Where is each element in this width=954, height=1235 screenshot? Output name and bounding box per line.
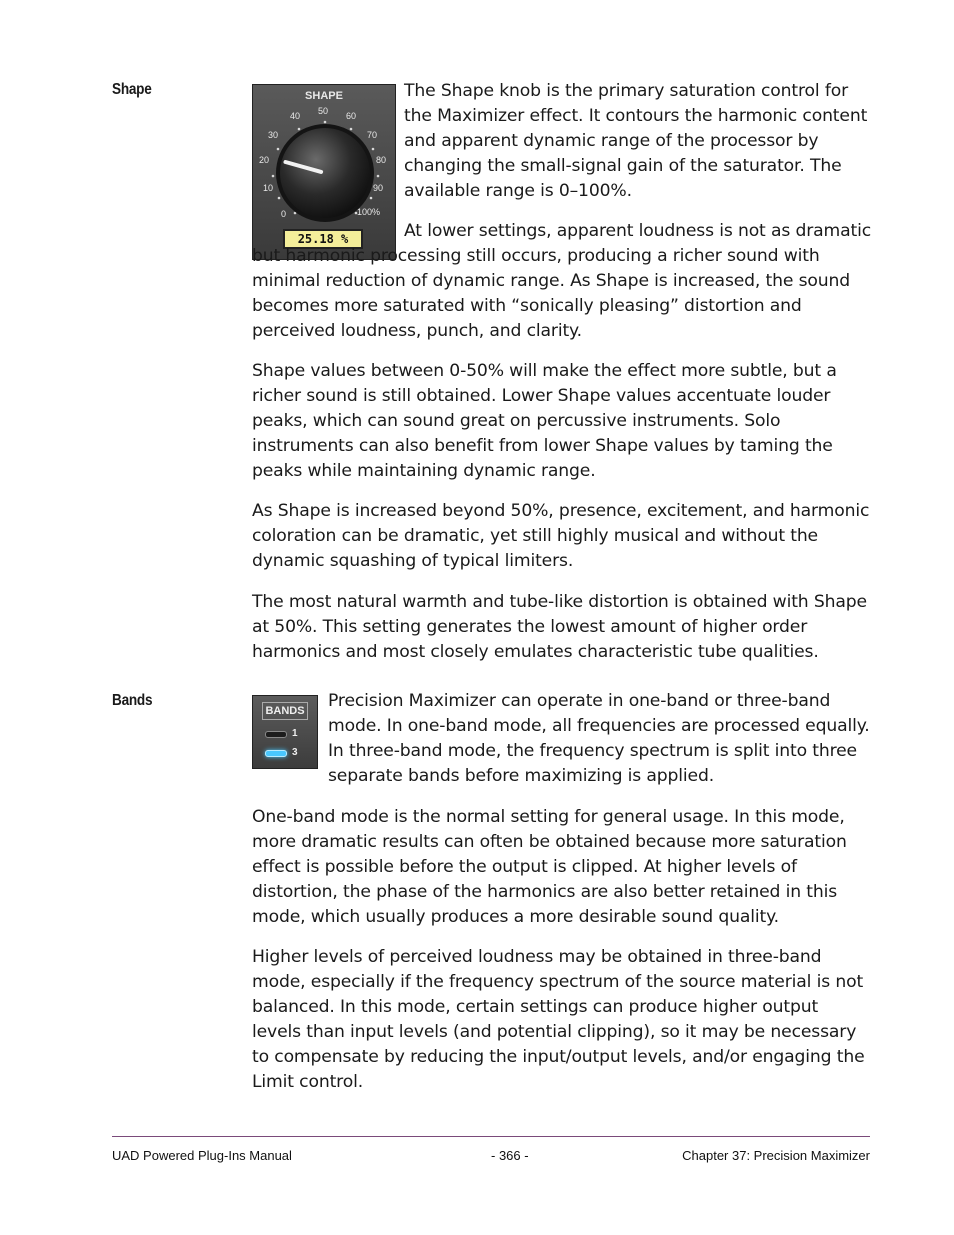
shape-knob-title: SHAPE bbox=[305, 90, 343, 102]
knob-scale-label: 90 bbox=[373, 183, 384, 193]
shape-paragraph-3: Shape values between 0-50% will make the effect more subtle, but a richer sound is still obtained. Lower Shape values accentuate louder peaks, which can sound great on percussive instruments. Solo instruments can also benefit from lower Shape values by taming the peaks while maintaining dynamic range. bbox=[252, 361, 837, 481]
band-1-label: 1 bbox=[292, 728, 298, 739]
footer-chapter: Chapter 37: Precision Maximizer bbox=[682, 1148, 870, 1163]
shape-paragraph bbox=[252, 590, 872, 665]
bands-paragraph-2: One-band mode is the normal setting for general usage. In this mode, more dramatic results can often be obtained because more saturation effect is possible before the output is clipped. At higher levels of distortion, the phase of the harmonics are also better retained in this mode, which usually produces a more desirable sound quality. bbox=[252, 807, 847, 927]
shape-paragraph bbox=[404, 79, 874, 204]
knob-scale-label: 100% bbox=[357, 207, 381, 217]
knob-scale-label: 60 bbox=[346, 111, 357, 121]
footer-manual-title: UAD Powered Plug-Ins Manual bbox=[112, 1148, 292, 1163]
knob-scale-label: 0 bbox=[281, 209, 287, 219]
knob-scale-label: 70 bbox=[367, 130, 378, 140]
band-3-label: 3 bbox=[292, 747, 298, 758]
section-heading-shape: Shape bbox=[112, 81, 152, 98]
knob-scale-label: 80 bbox=[376, 155, 387, 165]
shape-value-readout: 25.18 % bbox=[283, 229, 363, 249]
shape-paragraph-1: The Shape knob is the primary saturation control for the Maximizer effect. It contours the harmonic content and apparent dynamic range of the processor by changing the small-signal gain of the saturator. The available range is 0–100%. bbox=[404, 81, 868, 201]
footer-divider bbox=[112, 1136, 870, 1137]
bands-switch-figure bbox=[252, 695, 318, 769]
shape-paragraph bbox=[252, 359, 872, 484]
shape-paragraph-2: At lower settings, apparent loudness is not as dramatic but harmonic processing still occurs, producing a richer sound with minimal reduction of dynamic range. As Shape is increased, the sound becomes more saturated with “sonically pleasing” distortion and perceived loudness, punch, and clarity. bbox=[252, 221, 872, 341]
bands-paragraph bbox=[252, 805, 872, 930]
shape-paragraph bbox=[252, 499, 872, 574]
knob-scale-label: 50 bbox=[318, 106, 329, 116]
section-heading-bands: Bands bbox=[112, 692, 153, 709]
bands-paragraph bbox=[328, 689, 874, 789]
shape-paragraph-5: The most natural warmth and tube-like distortion is obtained with Shape at 50%. This setting generates the lowest amount of higher order harmonics and most closely emulates characteristic tube qualities. bbox=[252, 592, 867, 662]
bands-paragraph bbox=[252, 945, 872, 1095]
knob-scale-label: 20 bbox=[259, 155, 270, 165]
knob-scale-label: 40 bbox=[290, 111, 301, 121]
bands-paragraph-3: Higher levels of perceived loudness may be obtained in three-band mode, especially if the frequency spectrum of the source material is not balanced. In this mode, certain settings can produce higher output levels than input levels (and potential clipping), so it may be necessary to compensate by reducing the input/output levels, and/or engaging the Limit control. bbox=[252, 947, 865, 1092]
knob-scale-label: 10 bbox=[263, 183, 274, 193]
footer-page-number: - 366 - bbox=[491, 1148, 529, 1163]
bands-paragraph-1: Precision Maximizer can operate in one-band or three-band mode. In one-band mode, all frequencies are processed equally. In three-band mode, the frequency spectrum is split into three separate bands before maximizing is applied. bbox=[328, 691, 870, 786]
shape-paragraph bbox=[252, 219, 872, 344]
knob-scale-label: 30 bbox=[268, 130, 279, 140]
shape-paragraph-4: As Shape is increased beyond 50%, presence, excitement, and harmonic coloration can be dramatic, yet still highly musical and without the dynamic squashing of typical limiters. bbox=[252, 501, 870, 571]
band-1-button[interactable] bbox=[265, 731, 287, 738]
band-3-button[interactable] bbox=[265, 750, 287, 757]
bands-switch-title: BANDS bbox=[262, 702, 308, 720]
